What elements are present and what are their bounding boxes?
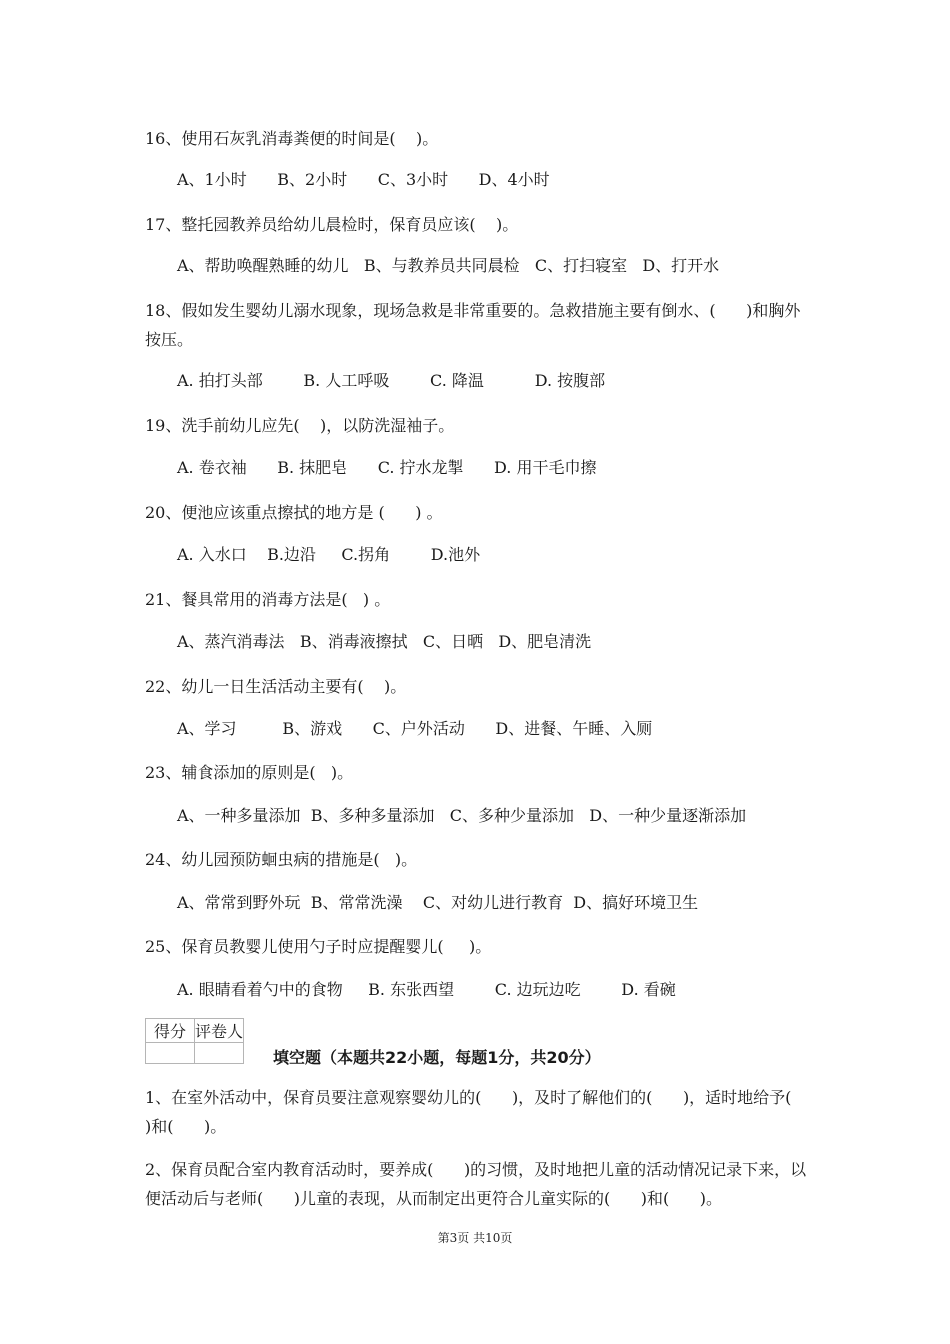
question-20 [145,498,815,564]
fill-question-1 [145,1083,815,1141]
question-22 [145,672,815,738]
question-options: A、一种多量添加 B、多种多量添加 C、多种少量添加 D、一种少量逐渐添加 [177,806,747,825]
question-18 [145,296,815,390]
fill-question-2 [145,1155,815,1213]
question-options: A、蒸汽消毒法 B、消毒液擦拭 C、日晒 D、肥皂清洗 [177,632,592,651]
question-options: A. 卷衣袖 B. 抹肥皂 C. 拧水龙掣 D. 用干毛巾擦 [177,458,597,477]
question-24 [145,845,815,912]
question-options: A. 入水口 B.边沿 C.拐角 D.池外 [177,545,481,564]
question-stem: 18、假如发生婴幼儿溺水现象，现场急救是非常重要的。急救措施主要有倒水、( )和胸外按压。 [145,301,801,349]
question-17 [145,210,815,275]
fill-question-text: 1、在室外活动中，保育员要注意观察婴幼儿的( )，及时了解他们的( )，适时地给予( )和( )。 [145,1088,817,1136]
question-21 [145,585,815,651]
question-stem: 17、整托园教养员给幼儿晨检时，保育员应该( )。 [145,215,519,234]
question-23 [145,758,815,825]
question-stem: 24、幼儿园预防蛔虫病的措施是( )。 [145,850,418,869]
question-stem: 23、辅食添加的原则是( )。 [145,763,354,782]
page-footer: 第3页 共10页 [437,1231,513,1245]
question-stem: 20、便池应该重点擦拭的地方是 ( ) 。 [145,503,443,522]
question-stem: 16、使用石灰乳消毒粪便的时间是( )。 [145,129,439,148]
question-options: A、帮助唤醒熟睡的幼儿 B、与教养员共同晨检 C、打扫寝室 D、打开水 [177,256,720,275]
question-options: A、1小时 B、2小时 C、3小时 D、4小时 [177,170,550,189]
grader-label: 评卷人 [195,1019,244,1043]
question-16 [145,124,815,189]
grader-cell [195,1043,244,1064]
question-19 [145,411,815,477]
fill-question-text: 2、保育员配合室内教育活动时，要养成( )的习惯，及时地把儿童的活动情况记录下来，以便活动后与老师( )儿童的表现，从而制定出更符合儿童实际的( )和( )。 [145,1160,807,1208]
question-stem: 25、保育员教婴儿使用勺子时应提醒婴儿( )。 [145,937,492,956]
question-options: A. 眼睛看着勺中的食物 B. 东张西望 C. 边玩边吃 D. 看碗 [177,980,676,999]
score-box [145,1018,244,1064]
score-cell [146,1043,195,1064]
question-options: A、学习 B、游戏 C、户外活动 D、进餐、午睡、入厕 [177,719,653,738]
question-options: A、常常到野外玩 B、常常洗澡 C、对幼儿进行教育 D、搞好环境卫生 [177,893,699,912]
question-25 [145,932,815,999]
question-stem: 21、餐具常用的消毒方法是( ) 。 [145,590,391,609]
question-stem: 19、洗手前幼儿应先( )，以防洗湿袖子。 [145,416,455,435]
question-options: A. 拍打头部 B. 人工呼吸 C. 降温 D. 按腹部 [177,371,606,390]
question-stem: 22、幼儿一日生活活动主要有( )。 [145,677,407,696]
score-label: 得分 [146,1019,195,1043]
section-title: 填空题（本题共22小题，每题1分，共20分） [273,1048,601,1067]
